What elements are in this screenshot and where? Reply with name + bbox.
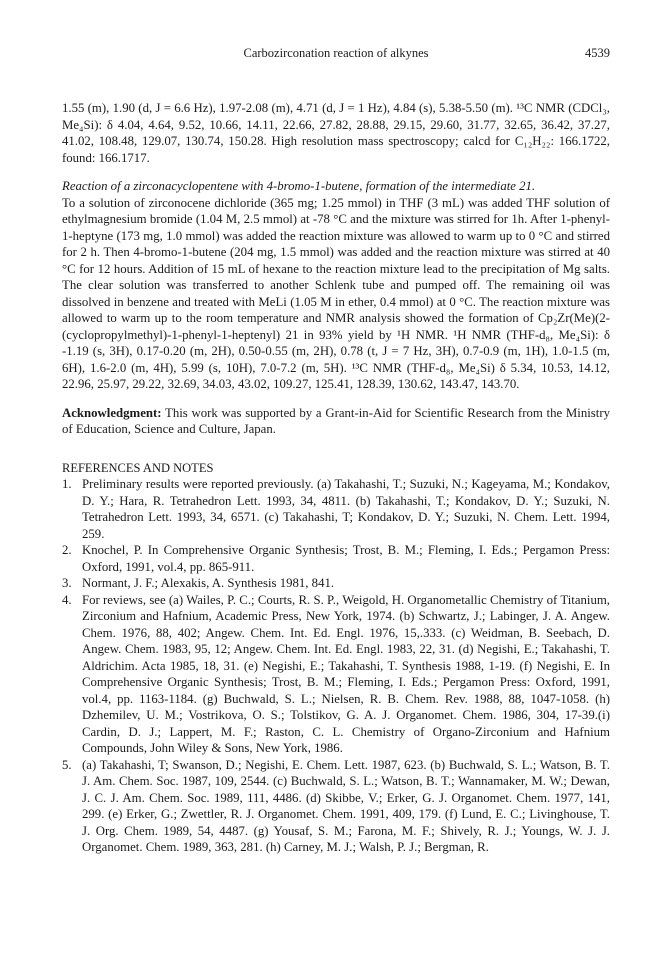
references-title: REFERENCES AND NOTES [62,460,214,475]
reference-item [62,757,610,856]
reference-number: 3. [62,576,72,590]
acknowledgment-label: Acknowledgment: [62,405,162,420]
reference-item [62,575,610,592]
section-heading: Reaction of a zirconacyclopentene with 4-bromo-1-butene, formation of the intermediate 21. [62,179,536,193]
reference-number: 5. [62,757,72,772]
page-number: 4539 [585,46,610,60]
reference-text: For reviews, see (a) Wailes, P. C.; Courts, R. S. P., Weigold, H. Organometallic Chemistry of Titanium, Zirconium and Hafnium, Academic Press, New York, 1974. (b) Schwartz, J.; Labinger, J. A. Angew. Chem. 1976, 88, 402; Angew. Chem. Int. Ed. Engl. 1976, 15,.333. (c) Weidman, B. Seebach, D. Angew. Chem. 1983, 95, 12; Angew. Chem. Int. Ed. Engl. 1983, 22, 31. (d) Negishi, E.; Takahashi, T. Aldrichim. Acta 1985, 18, 31. (e) Negishi, E.; Takahashi, T. Synthesis 1988, 1-19. (f) Negishi, E. In Comprehensive Organic Synthesis; Trost, B. M.; Fleming, I. Eds.; Pergamon Press: Oxford, 1991, vol.4, pp. 1163-1184. (g) Buchwald, S. L.; Nielsen, R. B. Chem. Rev. 1988, 88, 1047-1058. (h) Dzhemilev, U. M.; Vostrikova, O. S.; Tolstikov, G. A. J. Organomet. Chem. 1986, 304, 17-39.(i) Cardin, D. J.; Lappert, M. F.; Raston, C. L. Chemistry of Organo-Zirconium and Hafnium Compounds, John Wiley & Sons, New York, 1986. [82,592,610,755]
reference-number: 1. [62,477,72,491]
reference-text: (a) Takahashi, T; Swanson, D.; Negishi, E. Chem. Lett. 1987, 623. (b) Buchwald, S. L.; Watson, B. T. J. Am. Chem. Soc. 1987, 109, 2544. (c) Buchwald, S. L.; Watson, B. T.; Wannamaker, M. W.; Dewan, J. C. J. Am. Chem. Soc. 1989, 111, 4486. (d) Skibbe, V.; Erker, G. J. Organomet. Chem. 1977, 141, 299. (e) Erker, G.; Zwettler, R. J. Organomet. Chem. 1991, 409, 179. (f) Lund, E. C.; Livinghouse, T. J. Org. Chem. 1989, 54, 4487. (g) Yousaf, S. M.; Farona, M. F.; Shively, R. J.; Youngs, W. J. J. Organomet. Chem. 1989, 363, 281. (h) Carney, M. J.; Walsh, P. J.; Bergman, R. [82,757,610,854]
acknowledgment-text: This work was supported by a Grant-in-Aid for Scientific Research from the Ministry of Education, Science and Culture, Japan. [62,405,610,436]
nmr-data-paragraph: 1.55 (m), 1.90 (d, J = 6.6 Hz), 1.97-2.08 (m), 4.71 (d, J = 1 Hz), 4.84 (s), 5.38-5.50 (m). ¹³C NMR (CDCl₃, Me₄Si): δ 4.04, 4.64, 9.52, 10.66, 14.11, 22.66, 27.82, 28.88, 29.15, 29.60, 31.77, 32.65, 36.42, 37.27, 41.02, 108.48, 129.07, 130.74, 150.28. High resolution mass spectroscopy; calcd for C₁₂H₂₂: 166.1722, found: 166.1717. [62,101,610,165]
reference-number: 4. [62,592,72,607]
running-header [62,46,610,64]
reference-text: Knochel, P. In Comprehensive Organic Synthesis; Trost, B. M.; Fleming, I. Eds.; Pergamon Press: Oxford, 1991, vol.4, pp. 865-911. [82,543,610,574]
reference-item [62,476,610,542]
reference-text: Normant, J. F.; Alexakis, A. Synthesis 1981, 841. [82,576,335,590]
journal-page [62,46,610,856]
body-text [62,100,610,856]
reference-item [62,542,610,575]
reference-item [62,592,610,757]
acknowledgment-paragraph [62,405,610,438]
experimental-paragraph: To a solution of zirconocene dichloride (365 mg; 1.25 mmol) in THF (3 mL) was added THF solution of ethylmagnesium bromide (1.04 M, 2.5 mmol) at -78 °C and the mixture was stirred for 1h. After 1-phenyl-1-heptyne (173 mg, 1.0 mmol) was added the reaction mixture was allowed to warm up to 0 °C and stirred for 2 h. Then 4-bromo-1-butene (204 mg, 1.5 mmol) was added and the reaction mixture was stirred at 40 °C for 12 hours. Addition of 15 mL of hexane to the reaction mixture lead to the precipitation of Mg salts. The clear solution was transferred to another Schlenk tube and pumped off. The remaining oil was dissolved in benzene and treated with MeLi (1.05 M in ether, 0.4 mmol) at 0 °C. The reaction mixture was allowed to warm up to the room temperature and NMR analysis showed the formation of Cp₂Zr(Me)(2-(cyclopropylmethyl)-1-phenyl-1-heptenyl) 21 in 93% yield by ¹H NMR. ¹H NMR (THF-d₈, Me₄Si): δ -1.19 (s, 3H), 0.17-0.20 (m, 2H), 0.50-0.55 (m, 2H), 0.78 (t, J = 7 Hz, 3H), 0.7-0.9 (m, 1H), 1.0-1.5 (m, 6H), 1.6-2.0 (m, 4H), 5.99 (s, 10H), 7.0-7.2 (m, 5H). ¹³C NMR (THF-d₈, Me₄Si) δ 5.34, 10.53, 14.12, 22.96, 25.97, 29.22, 32.69, 34.03, 43.02, 109.27, 125.41, 128.39, 130.62, 143.47, 143.70. [62,195,610,391]
reference-text: Preliminary results were reported previously. (a) Takahashi, T.; Suzuki, N.; Kageyama, M.; Kondakov, D. Y.; Hara, R. Tetrahedron Lett. 1993, 34, 4811. (b) Takahashi, T.; Kondakov, D. Y.; Suzuki, N. Tetrahedron Lett. 1993, 34, 6571. (c) Takahashi, T; Kondakov, D. Y.; Suzuki, N. Chem. Lett. 1994, 259. [82,477,610,541]
running-title: Carbozirconation reaction of alkynes [243,46,429,60]
reference-number: 2. [62,543,72,557]
